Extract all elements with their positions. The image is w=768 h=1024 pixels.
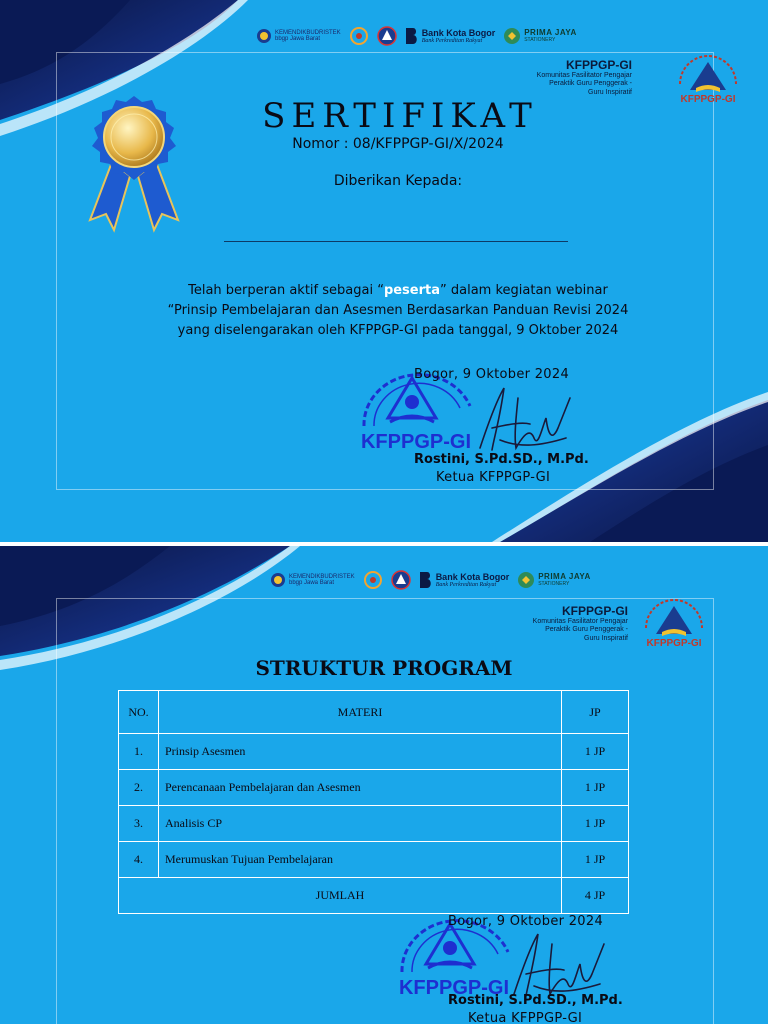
tut-wuri-icon xyxy=(270,572,286,588)
bank-kota-bogor-logo xyxy=(405,27,496,45)
bank-tagline-text: Bank Perkreditan Rakyat xyxy=(421,37,483,44)
partner-emblem-icon xyxy=(391,570,411,590)
role-highlight: peserta xyxy=(383,283,441,298)
total-label: JUMLAH xyxy=(119,878,562,914)
signatory-role: Ketua KFPPGP-GI xyxy=(436,470,551,485)
body-line-3: yang diselengarakan oleh KFPPGP-GI pada tanggal, 9 Oktober 2024 xyxy=(177,323,619,338)
row-materi: Analisis CP xyxy=(159,806,562,842)
row-no: 1. xyxy=(119,734,159,770)
certificate-title: SERTIFIKAT xyxy=(262,96,538,136)
prima-name-text: PRIMA JAYA xyxy=(524,28,577,37)
bank-name-text: Bank Kota Bogor xyxy=(435,571,510,582)
table-row xyxy=(119,842,629,878)
bank-b-icon xyxy=(405,27,419,45)
body-line-2: “Prinsip Pembelajaran dan Asesmen Berdasarkan Panduan Revisi 2024 xyxy=(167,303,629,318)
partner-emblem-icon xyxy=(377,26,397,46)
prima-sub-text: STATIONERY xyxy=(538,581,570,587)
bbgp-text: bbgp Jawa Barat xyxy=(275,36,321,42)
prima-jaya-icon xyxy=(503,27,521,45)
prima-sub-text: STATIONERY xyxy=(524,37,556,43)
table-total-row xyxy=(119,878,629,914)
partner-logo-icon xyxy=(363,570,383,590)
bank-kota-bogor-logo xyxy=(419,571,510,589)
bbgp-text: bbgp Jawa Barat xyxy=(289,580,335,586)
organization-info-page2 xyxy=(533,604,628,643)
org-name: KFPPGP-GI xyxy=(561,604,628,618)
kfppgp-logo-icon xyxy=(636,598,712,652)
signature-place-date: Bogor, 9 Oktober 2024 xyxy=(448,914,604,929)
kemendikbud-logo xyxy=(270,572,355,588)
tut-wuri-icon xyxy=(256,28,272,44)
logo-text: KFPPGP-GI xyxy=(646,638,702,649)
bank-tagline-text: Bank Perkreditan Rakyat xyxy=(435,581,497,588)
org-line-3: Guru Inspiratif xyxy=(584,634,628,642)
row-jp: 1 JP xyxy=(562,842,629,878)
partner-logo-icon xyxy=(349,26,369,46)
certificate-body xyxy=(0,281,768,341)
kemendikbud-text: KEMENDIKBUDRISTEK xyxy=(275,29,341,36)
row-no: 3. xyxy=(119,806,159,842)
organization-info xyxy=(537,58,632,97)
stamp-text: KFPPGP-GI xyxy=(360,431,472,453)
bank-name-text: Bank Kota Bogor xyxy=(421,27,496,38)
prima-jaya-logo xyxy=(503,27,577,45)
header-materi: MATERI xyxy=(159,691,562,734)
prima-jaya-logo xyxy=(517,571,591,589)
row-no: 2. xyxy=(119,770,159,806)
prima-jaya-icon xyxy=(517,571,535,589)
stamp-text: KFPPGP-GI xyxy=(398,977,510,999)
org-line-1: Komunitas Fasilitator Pengajar xyxy=(532,618,628,625)
table-row xyxy=(119,770,629,806)
bank-b-icon xyxy=(419,571,433,589)
signature-place-date: Bogor, 9 Oktober 2024 xyxy=(414,367,570,382)
program-title: STRUKTUR PROGRAM xyxy=(255,656,513,680)
body-line-1-post: ” dalam kegiatan webinar xyxy=(440,283,608,298)
table-row xyxy=(119,806,629,842)
table-header-row xyxy=(119,691,629,734)
sponsor-logos xyxy=(256,26,577,46)
signatory-role: Ketua KFPPGP-GI xyxy=(468,1011,583,1024)
prima-name-text: PRIMA JAYA xyxy=(538,572,591,581)
org-line-2: Peraktik Guru Penggerak - xyxy=(549,80,632,88)
row-materi: Merumuskan Tujuan Pembelajaran xyxy=(159,842,562,878)
total-value: 4 JP xyxy=(562,878,629,914)
signatory-name: Rostini, S.Pd.SD., M.Pd. xyxy=(448,993,623,1008)
table-row xyxy=(119,734,629,770)
body-line-1-pre: Telah berperan aktif sebagai “ xyxy=(188,283,384,298)
row-jp: 1 JP xyxy=(562,770,629,806)
given-to-label: Diberikan Kepada: xyxy=(333,173,463,189)
logo-text: KFPPGP-GI xyxy=(680,94,736,105)
kemendikbud-text: KEMENDIKBUDRISTEK xyxy=(289,573,355,580)
body-line-1 xyxy=(0,281,768,301)
row-materi: Prinsip Asesmen xyxy=(159,734,562,770)
org-line-2: Peraktik Guru Penggerak - xyxy=(545,626,628,634)
org-name: KFPPGP-GI xyxy=(565,58,632,72)
row-no: 4. xyxy=(119,842,159,878)
org-line-1: Komunitas Fasilitator Pengajar xyxy=(536,72,632,79)
row-materi: Perencanaan Pembelajaran dan Asesmen xyxy=(159,770,562,806)
row-jp: 1 JP xyxy=(562,806,629,842)
certificate-number: Nomor : 08/KFPPGP-GI/X/2024 xyxy=(292,136,504,152)
kemendikbud-logo xyxy=(256,28,341,44)
sponsor-logos-page2 xyxy=(270,570,591,590)
signatory-name: Rostini, S.Pd.SD., M.Pd. xyxy=(414,452,589,467)
org-line-3: Guru Inspiratif xyxy=(588,88,632,96)
recipient-name-line xyxy=(224,241,568,242)
header-no: NO. xyxy=(119,691,159,734)
program-table xyxy=(118,690,629,914)
row-jp: 1 JP xyxy=(562,734,629,770)
header-jp: JP xyxy=(562,691,629,734)
